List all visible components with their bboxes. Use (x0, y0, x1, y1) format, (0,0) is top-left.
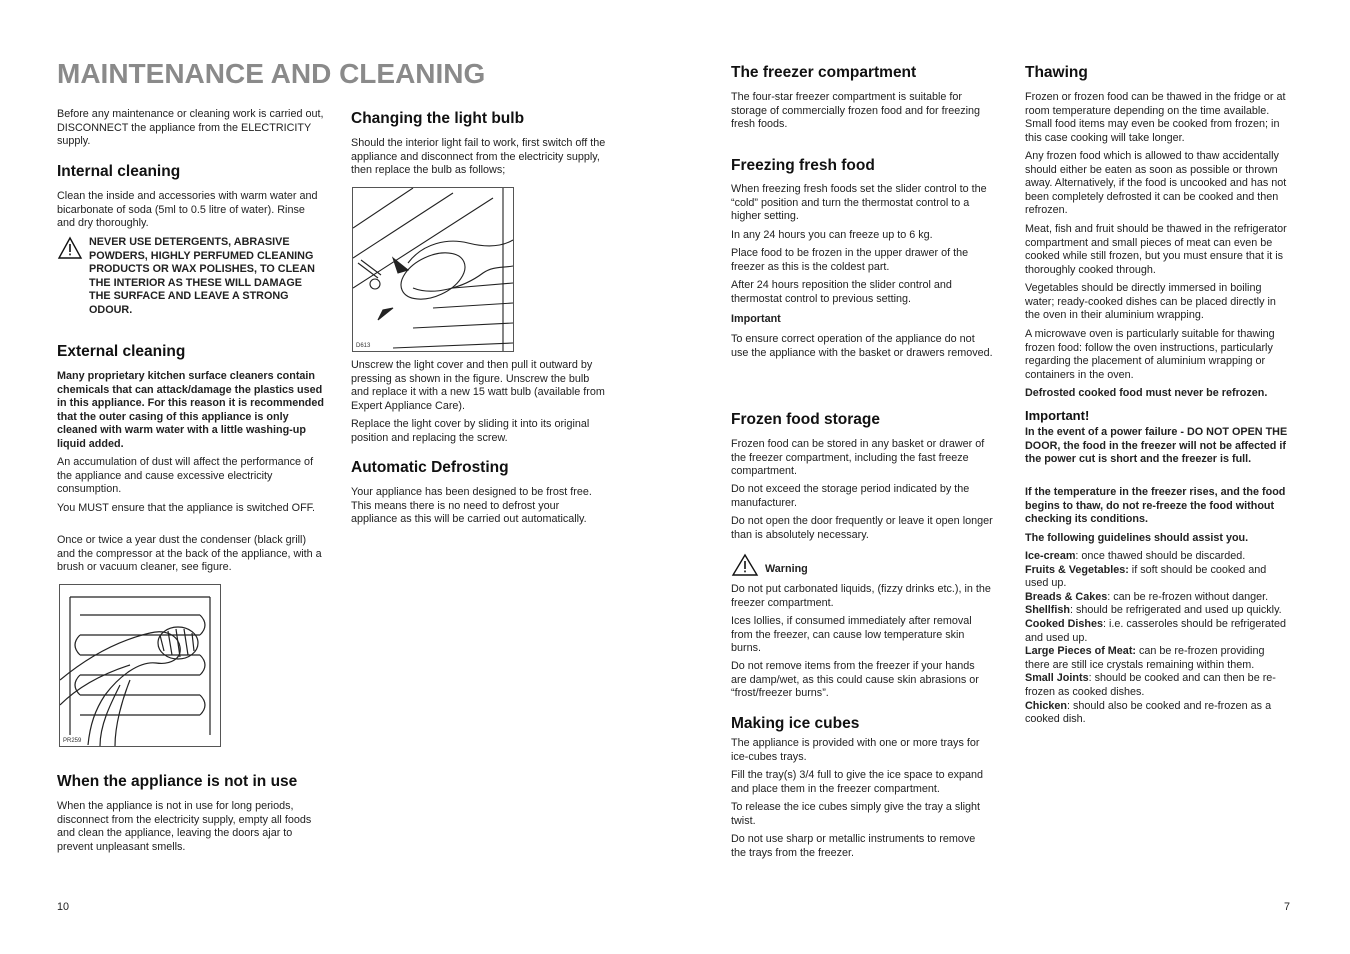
storage-text-1: Frozen food can be stored in any basket or drawer of the freezer compartment, including the fast freeze compartment. (731, 438, 985, 478)
guideline-item (1025, 645, 1290, 672)
guideline-text: : i.e. casseroles should be refrigerated and used up. (1025, 617, 1287, 644)
making-ice-cubes-heading: Making ice cubes (731, 715, 860, 732)
page-number-right: 7 (1284, 901, 1291, 913)
important-label: Important (731, 313, 781, 325)
ice-text-3: To release the ice cubes simply give the tray a slight twist. (731, 801, 981, 827)
guideline-text: : once thawed should be discarded. (1075, 550, 1246, 562)
important-heading: Important! (1025, 408, 1090, 423)
storage-text-2: Do not exceed the storage period indicated by the manufacturer. (731, 483, 970, 509)
external-cleaning-bold: Many proprietary kitchen surface cleaners contain chemicals that can attack/damage the plastics used in this appliance. For this reason it is recommended that the outer casing of this appliance is only cleaned with warm water with a little washing-up liquid added. (57, 370, 324, 450)
guideline-term: Breads & Cakes (1025, 590, 1108, 603)
storage-text-5: Ices lollies, if consumed immediately after removal from the freezer, can cause low temperature skin burns. (731, 615, 972, 655)
ice-text-2: Fill the tray(s) 3/4 full to give the ice space to expand and place them in the freezer compartment. (731, 769, 984, 795)
guideline-item (1025, 591, 1290, 605)
freezer-compartment-heading: The freezer compartment (731, 64, 917, 81)
external-cleaning-text-3: Once or twice a year dust the condenser (black grill) and the compressor at the back of the appliance, with a brush or vacuum cleaner, see figure. (57, 534, 322, 574)
external-cleaning-text-2: You MUST ensure that the appliance is switched OFF. (57, 502, 316, 514)
guideline-item (1025, 672, 1290, 699)
thawing-text-1: Frozen or frozen food can be thawed in the fridge or at room temperature depending on the time available. Small food items may even be cooked from frozen; in this case cooking will take longer. (1025, 91, 1286, 144)
guideline-term: Ice-cream (1025, 550, 1076, 562)
freezing-text-3: Place food to be frozen in the upper drawer of the freezer as this is the coldest part. (731, 247, 969, 273)
thawing-heading: Thawing (1025, 64, 1088, 81)
automatic-defrosting-text: Your appliance has been designed to be frost free. This means there is no need to defrost your appliance as this will be carried out automatically. (351, 486, 592, 526)
guideline-term: Fruits & Vegetables: (1025, 563, 1129, 576)
light-bulb-text-1: Should the interior light fail to work, first switch off the appliance and disconnect from the electricity supply, then replace the bulb as follows; (351, 137, 606, 177)
guideline-term: Cooked Dishes (1025, 617, 1103, 630)
page-number-left: 10 (57, 901, 70, 913)
guideline-term: Chicken (1025, 699, 1068, 712)
guideline-item (1025, 564, 1290, 591)
freezing-fresh-food-heading: Freezing fresh food (731, 157, 875, 174)
not-in-use-text: When the appliance is not in use for long periods, disconnect from the electricity supply, empty all foods and clean the appliance, leaving the doors ajar to prevent unpleasant smells. (57, 800, 312, 853)
guideline-term: Small Joints (1025, 672, 1089, 685)
condenser-cleaning-figure (59, 584, 221, 747)
freezing-text-4: After 24 hours reposition the slider control and thermostat control to previous setting. (731, 279, 952, 305)
figure-code: D613 (356, 343, 371, 349)
warning-icon (731, 553, 759, 577)
freezing-text-2: In any 24 hours you can freeze up to 6 kg. (731, 229, 933, 241)
ice-text-4: Do not use sharp or metallic instruments to remove the trays from the freezer. (731, 833, 976, 859)
ice-text-1: The appliance is provided with one or more trays for ice-cubes trays. (731, 737, 980, 763)
guideline-text: can be re-frozen providing there are still ice crystals remaining within them. (1025, 645, 1265, 671)
guideline-item (1025, 550, 1290, 564)
light-bulb-heading: Changing the light bulb (351, 110, 525, 127)
guideline-item (1025, 618, 1290, 645)
guideline-item (1025, 604, 1290, 618)
freezing-text-5: To ensure correct operation of the appliance do not use the appliance with the basket or drawers removed. (731, 333, 993, 359)
guideline-term: Shellfish (1025, 604, 1070, 617)
frozen-food-storage-heading: Frozen food storage (731, 411, 880, 428)
internal-cleaning-heading: Internal cleaning (57, 163, 181, 180)
warning-label: Warning (765, 563, 808, 575)
figure-code: PR259 (63, 738, 82, 744)
thawing-text-4: Vegetables should be directly immersed in boiling water; ready-cooked dishes can be placed directly in the oven in their aluminium wrapping. (1025, 282, 1276, 322)
thawing-text-3: Meat, fish and fruit should be thawed in the refrigerator compartment and small pieces of meat can even be cooked while still frozen, but you must ensure that it is thoroughly cooked through. (1025, 223, 1287, 276)
not-in-use-heading: When the appliance is not in use (57, 773, 298, 790)
guideline-term: Large Pieces of Meat: (1025, 645, 1137, 658)
light-bulb-text-3: Replace the light cover by sliding it into its original position and replacing the screw. (351, 418, 590, 444)
freezer-compartment-text: The four-star freezer compartment is suitable for storage of commercially frozen food and for freezing fresh foods. (731, 91, 981, 131)
thawing-bold: Defrosted cooked food must never be refrozen. (1025, 387, 1268, 399)
guidelines-list (1025, 550, 1290, 727)
guideline-text: : should be cooked and can then be re-frozen as cooked dishes. (1025, 672, 1276, 698)
important-text-1: In the event of a power failure - DO NOT OPEN THE DOOR, the food in the freezer will not be affected if the power cut is short and the freezer is full. (1025, 426, 1288, 466)
warning-icon (57, 236, 83, 260)
external-cleaning-heading: External cleaning (57, 343, 186, 360)
guideline-item (1025, 700, 1290, 727)
condenser-illustration (60, 585, 220, 746)
automatic-defrosting-heading: Automatic Defrosting (351, 459, 509, 476)
important-text-2: If the temperature in the freezer rises, and the food begins to thaw, do not re-freeze the food without checking its conditions. (1025, 486, 1286, 526)
external-cleaning-text-1: An accumulation of dust will affect the performance of the appliance and cause excessive electricity consumption. (57, 456, 314, 496)
guideline-text: : can be re-frozen without danger. (1107, 590, 1269, 603)
storage-text-6: Do not remove items from the freezer if your hands are damp/wet, as this could cause skin abrasions or “frost/freezer burns”. (731, 660, 979, 700)
page-title: MAINTENANCE AND CLEANING (57, 58, 486, 89)
thawing-text-5: A microwave oven is particularly suitable for thawing frozen food: follow the oven instructions, particularly regarding the placement of aluminium wrapping or containers in the oven. (1025, 328, 1275, 381)
internal-cleaning-text: Clean the inside and accessories with warm water and bicarbonate of soda (5ml to 0.5 litre of water). Rinse and dry thoroughly. (57, 190, 318, 230)
freezing-text-1: When freezing fresh foods set the slider control to the “cold” position and turn the thermostat control to a higher setting. (731, 183, 987, 223)
light-bulb-text-2: Unscrew the light cover and then pull it outward by pressing as shown in the figure. Unscrew the bulb and replace it with a new 15 watt bulb (available from Expert Appliance Care). (351, 359, 605, 412)
storage-text-3: Do not open the door frequently or leave it open longer than is absolutely necessary. (731, 515, 993, 541)
light-bulb-figure (352, 187, 514, 352)
light-bulb-illustration (353, 188, 513, 351)
storage-text-4: Do not put carbonated liquids, (fizzy drinks etc.), in the freezer compartment. (731, 583, 991, 609)
guideline-text: if soft should be cooked and used up. (1025, 563, 1267, 590)
guideline-text: : should be refrigerated and used up quickly. (1070, 604, 1282, 617)
guideline-text: : should also be cooked and re-frozen as a cooked dish. (1025, 699, 1272, 726)
intro-text: Before any maintenance or cleaning work is carried out, DISCONNECT the appliance from the ELECTRICITY supply. (57, 108, 324, 148)
internal-warning-text: NEVER USE DETERGENTS, ABRASIVE POWDERS, HIGHLY PERFUMED CLEANING PRODUCTS OR WAX POLISHES, TO CLEAN THE INTERIOR AS THESE WILL DAMAGE THE SURFACE AND LEAVE A STRONG ODOUR. (89, 236, 315, 316)
thawing-text-2: Any frozen food which is allowed to thaw accidentally should either be eaten as soon as possible or thrown away. Alternatively, if the food is uncooked and has not been completely defrosted it can be cooked and then refrozen. (1025, 150, 1287, 217)
important-text-3: The following guidelines should assist you. (1025, 532, 1249, 544)
